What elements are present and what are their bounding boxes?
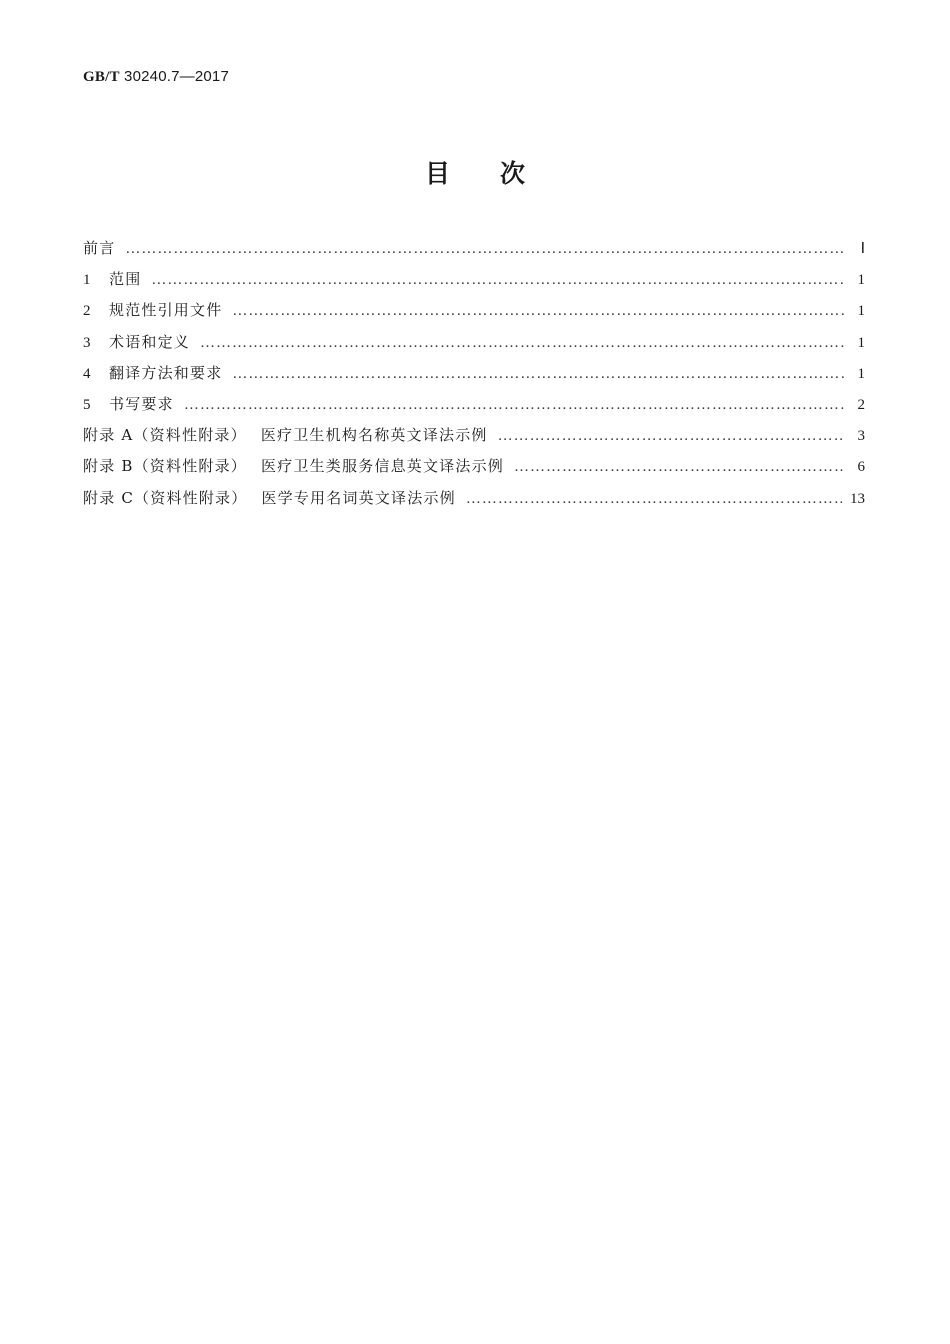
toc-entry-page: 6: [857, 459, 865, 476]
toc-entry-page: 1: [857, 303, 865, 320]
toc-entry-number: 1: [83, 272, 91, 289]
toc-entry-label: 翻译方法和要求: [109, 363, 223, 382]
toc-dot-leader: [151, 272, 845, 289]
page-header: [83, 68, 229, 86]
toc-entry-page: 1: [857, 272, 865, 289]
toc-entry-number: 3: [83, 334, 91, 351]
toc-entry-annex-a[interactable]: [83, 424, 865, 455]
toc-entry-annex-b[interactable]: [83, 455, 865, 486]
toc-entry-page: 13: [850, 490, 865, 507]
toc-entry-annex-c[interactable]: [83, 487, 865, 518]
table-of-contents: [83, 237, 865, 518]
standard-prefix: GB/T: [83, 69, 120, 85]
toc-dot-leader: [200, 335, 845, 352]
toc-entry-number: 2: [83, 303, 91, 320]
toc-entry-page: 3: [857, 428, 865, 445]
annex-designation: 附录 B（资料性附录）: [83, 457, 247, 476]
toc-dot-leader: [232, 303, 845, 320]
toc-dot-leader: [514, 459, 845, 476]
standard-number: 30240.7—2017: [124, 68, 230, 85]
toc-entry-translation-methods[interactable]: [83, 362, 865, 393]
annex-title: 医疗卫生类服务信息英文译法示例: [261, 457, 505, 476]
toc-dot-leader: [498, 428, 845, 445]
annex-designation: 附录 C（资料性附录）: [83, 488, 248, 507]
toc-entry-page: 1: [857, 334, 865, 351]
toc-entry-number: 5: [83, 396, 91, 413]
toc-entry-page: 1: [857, 365, 865, 382]
page-title: 目次: [424, 159, 575, 188]
toc-entry-label: 规范性引用文件: [109, 301, 223, 320]
toc-entry-label: [83, 487, 456, 508]
toc-entry-label: 书写要求: [109, 394, 174, 413]
toc-dot-leader: [466, 491, 842, 508]
annex-title: 医疗卫生机构名称英文译法示例: [260, 426, 488, 445]
toc-entry-label: 范围: [109, 270, 142, 289]
toc-entry-label: [83, 455, 504, 476]
toc-entry-writing-requirements[interactable]: [83, 393, 865, 424]
toc-entry-label: [83, 424, 488, 445]
toc-entry-terms-definitions[interactable]: [83, 331, 865, 362]
toc-entry-page: 2: [857, 396, 865, 413]
toc-entry-foreword[interactable]: [83, 237, 865, 268]
toc-dot-leader: [125, 241, 845, 258]
annex-title: 医学专用名词英文译法示例: [261, 488, 456, 507]
toc-entry-label: 前言: [83, 239, 116, 257]
toc-dot-leader: [232, 366, 845, 383]
toc-dot-leader: [184, 397, 845, 414]
toc-entry-number: 4: [83, 365, 91, 382]
annex-designation: 附录 A（资料性附录）: [83, 426, 247, 445]
toc-entry-page: Ⅰ: [860, 241, 865, 257]
toc-entry-normative-references[interactable]: [83, 299, 865, 330]
toc-entry-label: 术语和定义: [109, 332, 191, 351]
toc-entry-scope[interactable]: [83, 268, 865, 299]
